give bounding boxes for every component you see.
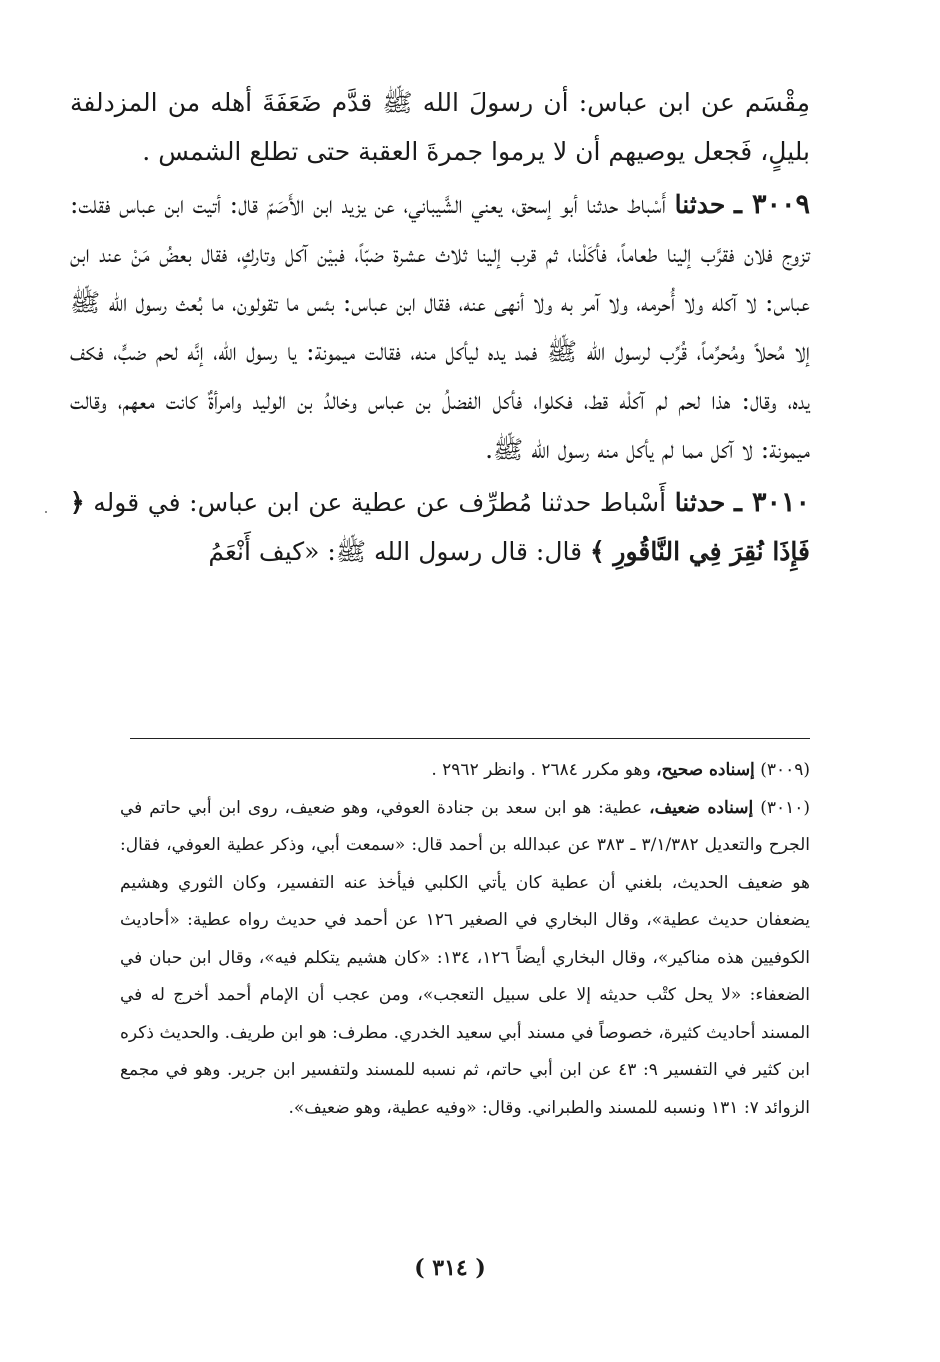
hadith-lead: حدثنا	[674, 488, 726, 517]
hadith-text: أَسْباط حدثنا أبو إسحق، يعني الشَّيباني، عن يزيد ابن الأَصَمّ قال: أتيت ابن عباس فقلت: تزوج فلان فقرَّب إلينا طعاماً، فأكَلْنا، ثم قرب إلينا ثلاث عشرة ضبّاً، فبيْن آكل وتاركٍ، فقال بعضُ مَنْ عند ابن عباس: لا آكله ولا أُحرمه، ولا آمر به ولا أنهى عنه، فقال ابن عباس: بئس ما تقولون، ما بُعث رسول الله ﷺ إلا مُحلاً ومُحرِّماً، قُرِّب لرسول الله ﷺ فمد يده ليأكل منه، فقالت ميمونة: يا رسول الله، إنَّه لحم ضبٍّ، فكف يده، وقال: هذا لحم لم آكلْه قط، فكلوا، فأكل الفضلُ بن عباس وخالدُ بن الوليد وامرأةٌ كانت معهم، وقالت ميمونة: لا آكل مما لم يأكل منه رسول الله ﷺ.	[70, 190, 810, 464]
footnote-separator	[130, 738, 810, 739]
footnote-number: (٣٠٠٩)	[760, 760, 810, 780]
hadith-3009	[70, 180, 810, 474]
quran-verse: ﴿ فَإِذَا نُقِرَ فِي النَّاقُورِ ﴾	[70, 488, 810, 566]
hadith-text: أَسْباط حدثنا مُطرِّف عن عطية عن ابن عباس: في قوله	[93, 488, 667, 517]
scan-speck	[45, 511, 47, 513]
footnote-verdict: إسناده صحيح،	[656, 760, 755, 780]
footnote-text: وهو مكرر ٢٦٨٤ . وانظر ٢٩٦٢ .	[431, 760, 651, 780]
page-number: ( ٣١٤ )	[414, 1255, 486, 1281]
hadith-text-continued: قال: قال رسول الله ﷺ: «كيف أَنْعَمُ	[208, 537, 583, 566]
hadith-number: ٣٠١٠ ـ	[734, 487, 810, 518]
hadith-lead: حدثنا	[674, 190, 726, 219]
hadith-3010	[70, 478, 810, 576]
footnote-3009	[120, 752, 810, 790]
footnote-3010	[120, 790, 810, 1128]
footnote-verdict: إسناده ضعيف،	[649, 797, 754, 818]
footnote-number: (٣٠١٠)	[760, 797, 811, 818]
footnote-text: عطية: هو ابن سعد بن جنادة العوفي، وهو ضعيف، روى ابن أبي حاتم في الجرح والتعديل ٣/١/٣٨٢ ـ ٣٨٣ عن عبدالله بن أحمد قال: «سمعت أبي، وذكر عطية العوفي، فقال: هو ضعيف الحديث، بلغني أن عطية كان يأتي الكلبي فيأخذ عنه التفسير، وكان الثوري وهشيم يضعفان حديث عطية»، وقال البخاري في الصغير ١٢٦ عن أحمد في حديث رواه عطية: «أحاديث الكوفيين هذه مناكير»، وقال البخاري أيضاً ١٢٦، ١٣٤: «كان هشيم يتكلم فيه»، وقال ابن حبان في الضعفاء: «لا يحل كتْب حديثه إلا على سبيل التعجب»، ومن عجب أن الإمام أحمد أخرج له في المسند أحاديث كثيرة، خصوصاً في مسند أبي سعيد الخدري. مطرف: هو ابن طريف. والحديث ذكره ابن كثير في التفسير ٩: ٤٣ عن ابن أبي حاتم، ثم نسبه للمسند ولتفسير ابن جرير. وهو في مجمع الزوائد ٧: ١٣١ ونسبه للمسند والطبراني. وقال: «وفيه عطية، وهو ضعيف».	[120, 797, 810, 1118]
hadith-number: ٣٠٠٩ ـ	[733, 189, 810, 220]
footnotes	[120, 752, 810, 1127]
intro-paragraph: مِقْسَم عن ابن عباس: أن رسولَ الله ﷺ قدَّم ضَعَفَةَ أهله من المزدلفة بليلٍ، فَجعل يوصيهم أن لا يرموا جمرةَ العقبة حتى تطلع الشمس .	[70, 88, 810, 166]
main-text	[70, 78, 810, 576]
